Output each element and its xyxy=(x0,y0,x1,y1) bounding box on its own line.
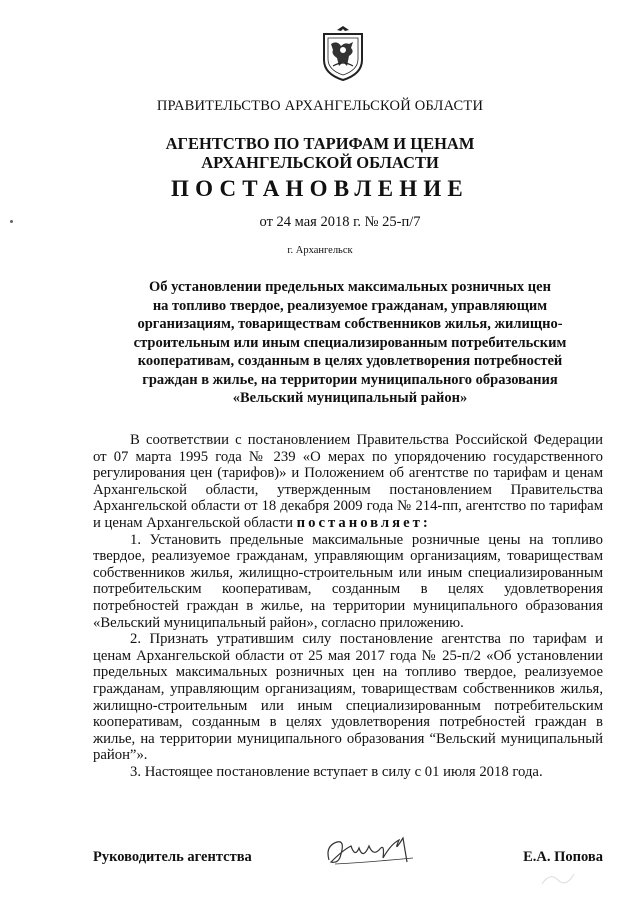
subject-line: «Вельский муниципальный район» xyxy=(232,390,468,406)
item-1-paragraph: 1. Установить предельные максимальные розничные цены на топливо твердое, реализуемое гражданам, управляющим организациям, товариществам собственников жилья, жилищно-строительным или иным специализированным потребительским кооперативам, созданным в целях удовлетворения потребностей граждан в жилье, на территории муниципального образования «Вельский муниципальный район», согласно приложению. xyxy=(93,531,603,631)
intro-paragraph xyxy=(93,432,603,532)
coat-of-arms-icon xyxy=(319,22,367,82)
subject-line: на топливо твердое, реализуемое гражданам, управляющим xyxy=(152,297,548,314)
resolves-word: постановляет: xyxy=(296,514,431,531)
document-type: ПОСТАНОВЛЕНИЕ xyxy=(171,176,469,201)
scan-artifact xyxy=(540,866,580,890)
item-2-paragraph: 2. Признать утратившим силу постановление агентства по тарифам и ценам Архангельской области от 25 мая 2017 года № 25-п/2 «Об установлении предельных максимальных розничных цен на топливо твердое, реализуемое гражданам, управляющим организациям, товариществам собственников жилья, жилищно-строительным или иным специализированным потребительским кооперативам, созданным в целях удовлетворения потребностей граждан в жилье, на территории муниципального образования “Вельский муниципальный район”». xyxy=(93,631,603,764)
agency-name-line: АРХАНГЕЛЬСКОЙ ОБЛАСТИ xyxy=(201,153,439,172)
document-city: г. Архангельск xyxy=(287,245,353,256)
item-3-paragraph: 3. Настоящее постановление вступает в силу с 01 июля 2018 года. xyxy=(130,763,543,780)
scan-speck xyxy=(10,220,13,223)
subject-line: организациям, товариществам собственников жилья, жилищно- xyxy=(137,316,563,332)
handwritten-signature xyxy=(321,832,421,872)
document-subject xyxy=(0,278,640,408)
signature-block xyxy=(93,846,603,870)
document-date-number: от 24 мая 2018 г. № 25-п/7 xyxy=(259,214,421,230)
subject-line: кооперативам, созданным в целях удовлетворения потребностей xyxy=(137,353,563,369)
subject-line: строительным или иным специализированным потребительским xyxy=(133,334,567,351)
subject-line: Об установлении предельных максимальных розничных цен xyxy=(149,279,551,295)
intro-text: В соответствии с постановлением Правительства Российской Федерации от 07 марта 1995 года № 239 «О мерах по упорядочению государственного регулирования цен (тарифов)» и Положением об агентстве по тарифам и ценам Архангельской области, утвержденным постановлением Правительства Архангельской области от 18 декабря 2009 года № 214-пп, агентство по тарифам и ценам Архангельской области xyxy=(93,432,603,531)
government-name: ПРАВИТЕЛЬСТВО АРХАНГЕЛЬСКОЙ ОБЛАСТИ xyxy=(156,98,484,114)
signatory-position: Руководитель агентства xyxy=(93,849,252,865)
agency-name xyxy=(0,134,640,172)
signatory-name: Е.А. Попова xyxy=(523,849,603,865)
subject-line: граждан в жилье, на территории муниципального образования xyxy=(142,371,558,388)
agency-name-line: АГЕНТСТВО ПО ТАРИФАМ И ЦЕНАМ xyxy=(165,134,475,153)
document-body xyxy=(93,432,603,780)
